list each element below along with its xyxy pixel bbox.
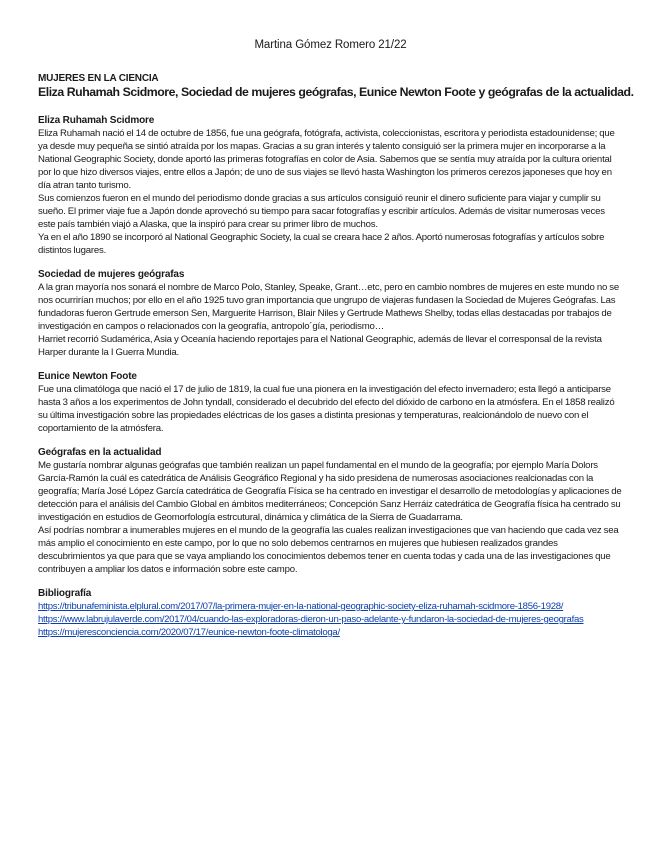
paragraph: Eliza Ruhamah nació el 14 de octubre de 1856, fue una geógrafa, fotógrafa, activista, coleccionistas, escritora y periodista estadounidense; que ya desde muy pequeña se sintió atraída por los mapas. Gracias a su gran interés y talento consiguió ser la primera mujer en incorporarse a la National Geographic Society, donde aportó las primeras fotografías en color de Asia. Sabemos que se sentía muy atraída por la cultura oriental por lo que hizo diversos viajes, entre ellos a Japón; de uno de sus viajes se llevó hasta Washington los primeros cerezos japoneses que hoy en día atran tanto turismo. xyxy=(38,128,615,191)
section-foote xyxy=(38,370,623,435)
section-heading: Eliza Ruhamah Scidmore xyxy=(38,115,155,126)
section-bibliografia xyxy=(38,587,623,639)
bibliography-link[interactable]: https://mujeresconciencia.com/2020/07/17/eunice-newton-foote-climatologa/ xyxy=(38,627,340,638)
bibliography-link[interactable]: https://tribunafeminista.elplural.com/2017/07/la-primera-mujer-en-la-national-geographic-society-eliza-ruhamah-scidmore-1856-1928/ xyxy=(38,601,564,612)
bibliography-link[interactable]: https://www.labrujulaverde.com/2017/04/cuando-las-exploradoras-dieron-un-paso-adelante-y-fundaron-la-sociedad-de-mujeres-geografas xyxy=(38,614,584,625)
section-heading: Geógrafas en la actualidad xyxy=(38,447,162,458)
paragraph: Me gustaría nombrar algunas geógrafas que también realizan un papel fundamental en el mundo de la geografía; por ejemplo María Dolors García-Ramón la cuál es catedrática de Análisis Geográfico Regional y ha sido presidena de numerosas asociaciones realcionadas con la geografía; María José López García catedrática de Geografía Física se ha centrado en investigar el desarrollo de metodologías y aplicaciones de detección para el análisis del Cambio Global en ámbitos mediterráneos; Concepción Sanz Herráiz catedrática de Geografía física ha centrado su investigación en estudios de Geomorfología estrcutural, dinámica y climática de la Sierra de Guadarrama. xyxy=(38,460,622,523)
paragraph: Fue una climatóloga que nació el 17 de julio de 1819, la cual fue una pionera en la investigación del efecto invernadero; esta llegó a anticiparse hasta 3 años a los experimentos de John tyndall, considerado el decubrido del efecto del dióxido de carbono en la atmósfera. En el 1858 realizó su última investigación sobre las propiedades eléctricas de los gases a distinta presionas y temperaturas, realcionándolo de nuevo con el coportamiento de la atmósfera. xyxy=(38,384,615,434)
section-heading: Eunice Newton Foote xyxy=(38,371,137,382)
paragraph: Así podrías nombrar a inumerables mujeres en el mundo de la geografía las cuales realizan investigaciones que van haciendo que cada vez sea más amplio el conocimiento en este campo, por lo que no solo debemos centrarnos en mujeres que hubiesen realizados grandes descubrimientos ya que para que se vaya ampliando los conocimientos debemos tener en cuenta todas y cada una de las investigaciones que contribuyen a ampliar los datos e información sobre este campo. xyxy=(38,525,619,575)
document-title: Eliza Ruhamah Scidmore, Sociedad de mujeres geógrafas, Eunice Newton Foote y geógrafas de la actualidad. xyxy=(38,85,634,99)
section-heading: Bibliografía xyxy=(38,588,92,599)
paragraph: Sus comienzos fueron en el mundo del periodismo donde gracias a sus artículos consiguió reunir el dinero suficiente para viajar y cumplir su sueño. El primer viaje fue a Japón donde aprovechó su tiempo para sacar fotografías y escribir artículos. Además de visitar numerosas veces este país también viajó a Alaska, que la inspiró para crear su primer libro de muchos. xyxy=(38,193,605,230)
section-sociedad xyxy=(38,268,623,359)
paragraph: Ya en el año 1890 se incorporó al National Geographic Society, la cual se creara hace 2 años. Aportó numerosas fotografías y artículos sobre distintos lugares. xyxy=(38,232,605,256)
document-kicker: MUJERES EN LA CIENCIA xyxy=(38,73,159,84)
author-line: Martina Gómez Romero 21/22 xyxy=(254,39,407,51)
section-actualidad xyxy=(38,446,623,576)
document-page xyxy=(38,38,634,650)
section-heading: Sociedad de mujeres geógrafas xyxy=(38,269,185,280)
paragraph: Harriet recorrió Sudamérica, Asia y Oceanía haciendo reportajes para el National Geographic, además de llevar el corresponsal de la revista Harper durante la I Guerra Mundia. xyxy=(38,334,602,358)
paragraph: A la gran mayoría nos sonará el nombre de Marco Polo, Stanley, Speake, Grant…etc, pero en cambio nombres de mujeres en este mundo no se nos ocurrirían muchos; por ello en el año 1925 tuvo gran importancia que ungrupo de viajeras fundasen la Sociedad de Mujeres Geógrafas. Las fundadoras fueron Gertrude emerson Sen, Marguerite Harrison, Blair Niles y Gertrude Mathews Shelby, todas ellas destacadas por trabajos de investigación en campos o relacionados con la geografía, antropolo´gía, periodismo… xyxy=(38,282,620,332)
section-scidmore xyxy=(38,114,623,257)
